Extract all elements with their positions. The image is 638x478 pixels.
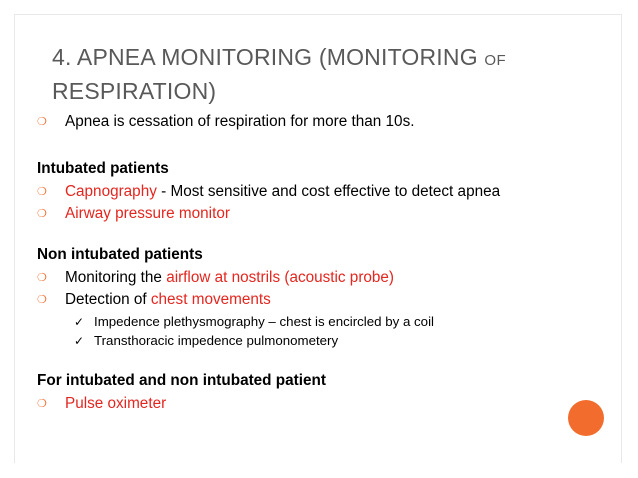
airway-pressure-text: Airway pressure monitor (65, 205, 230, 222)
bullet-icon: ❍ (37, 398, 47, 410)
check-icon: ✓ (74, 334, 85, 348)
list-item (37, 291, 271, 309)
airflow-text: airflow at nostrils (acoustic probe) (166, 269, 395, 286)
bullet-icon: ❍ (37, 208, 47, 220)
bullet-icon: ❍ (37, 294, 47, 306)
chest-movements-text: chest movements (150, 291, 271, 308)
airflow-prefix: Monitoring the (65, 269, 167, 286)
list-item (37, 205, 230, 223)
capnography-desc: - Most sensitive and cost effective to detect apnea (156, 183, 501, 200)
slide-title (52, 42, 592, 106)
chest-prefix: Detection of (65, 291, 151, 308)
title-text: 4. APNEA MONITORING (MONITORING (52, 44, 485, 70)
list-item (37, 113, 414, 131)
section-heading-intubated: Intubated patients (37, 160, 169, 177)
list-item (37, 395, 166, 413)
pulse-oximeter-text: Pulse oximeter (65, 395, 167, 412)
check-icon: ✓ (74, 315, 85, 329)
capnography-text: Capnography (65, 183, 157, 200)
transthoracic-text: Transthoracic impedence pulmonometery (94, 333, 339, 348)
section-heading-both: For intubated and non intubated patient (37, 372, 326, 389)
list-item (37, 183, 500, 201)
sub-list-item (74, 333, 338, 348)
title-line2: RESPIRATION) (52, 78, 217, 104)
intro-text: Apnea is cessation of respiration for more than 10s. (65, 113, 415, 130)
title-small-text: OF (484, 52, 507, 69)
bullet-icon: ❍ (37, 186, 47, 198)
bullet-icon: ❍ (37, 116, 47, 128)
list-item (37, 269, 394, 287)
bullet-icon: ❍ (37, 272, 47, 284)
decorative-circle (568, 400, 604, 436)
section-heading-non-intubated: Non intubated patients (37, 246, 203, 263)
sub-list-item (74, 314, 434, 329)
impedence-text: Impedence plethysmography – chest is encircled by a coil (94, 314, 434, 329)
